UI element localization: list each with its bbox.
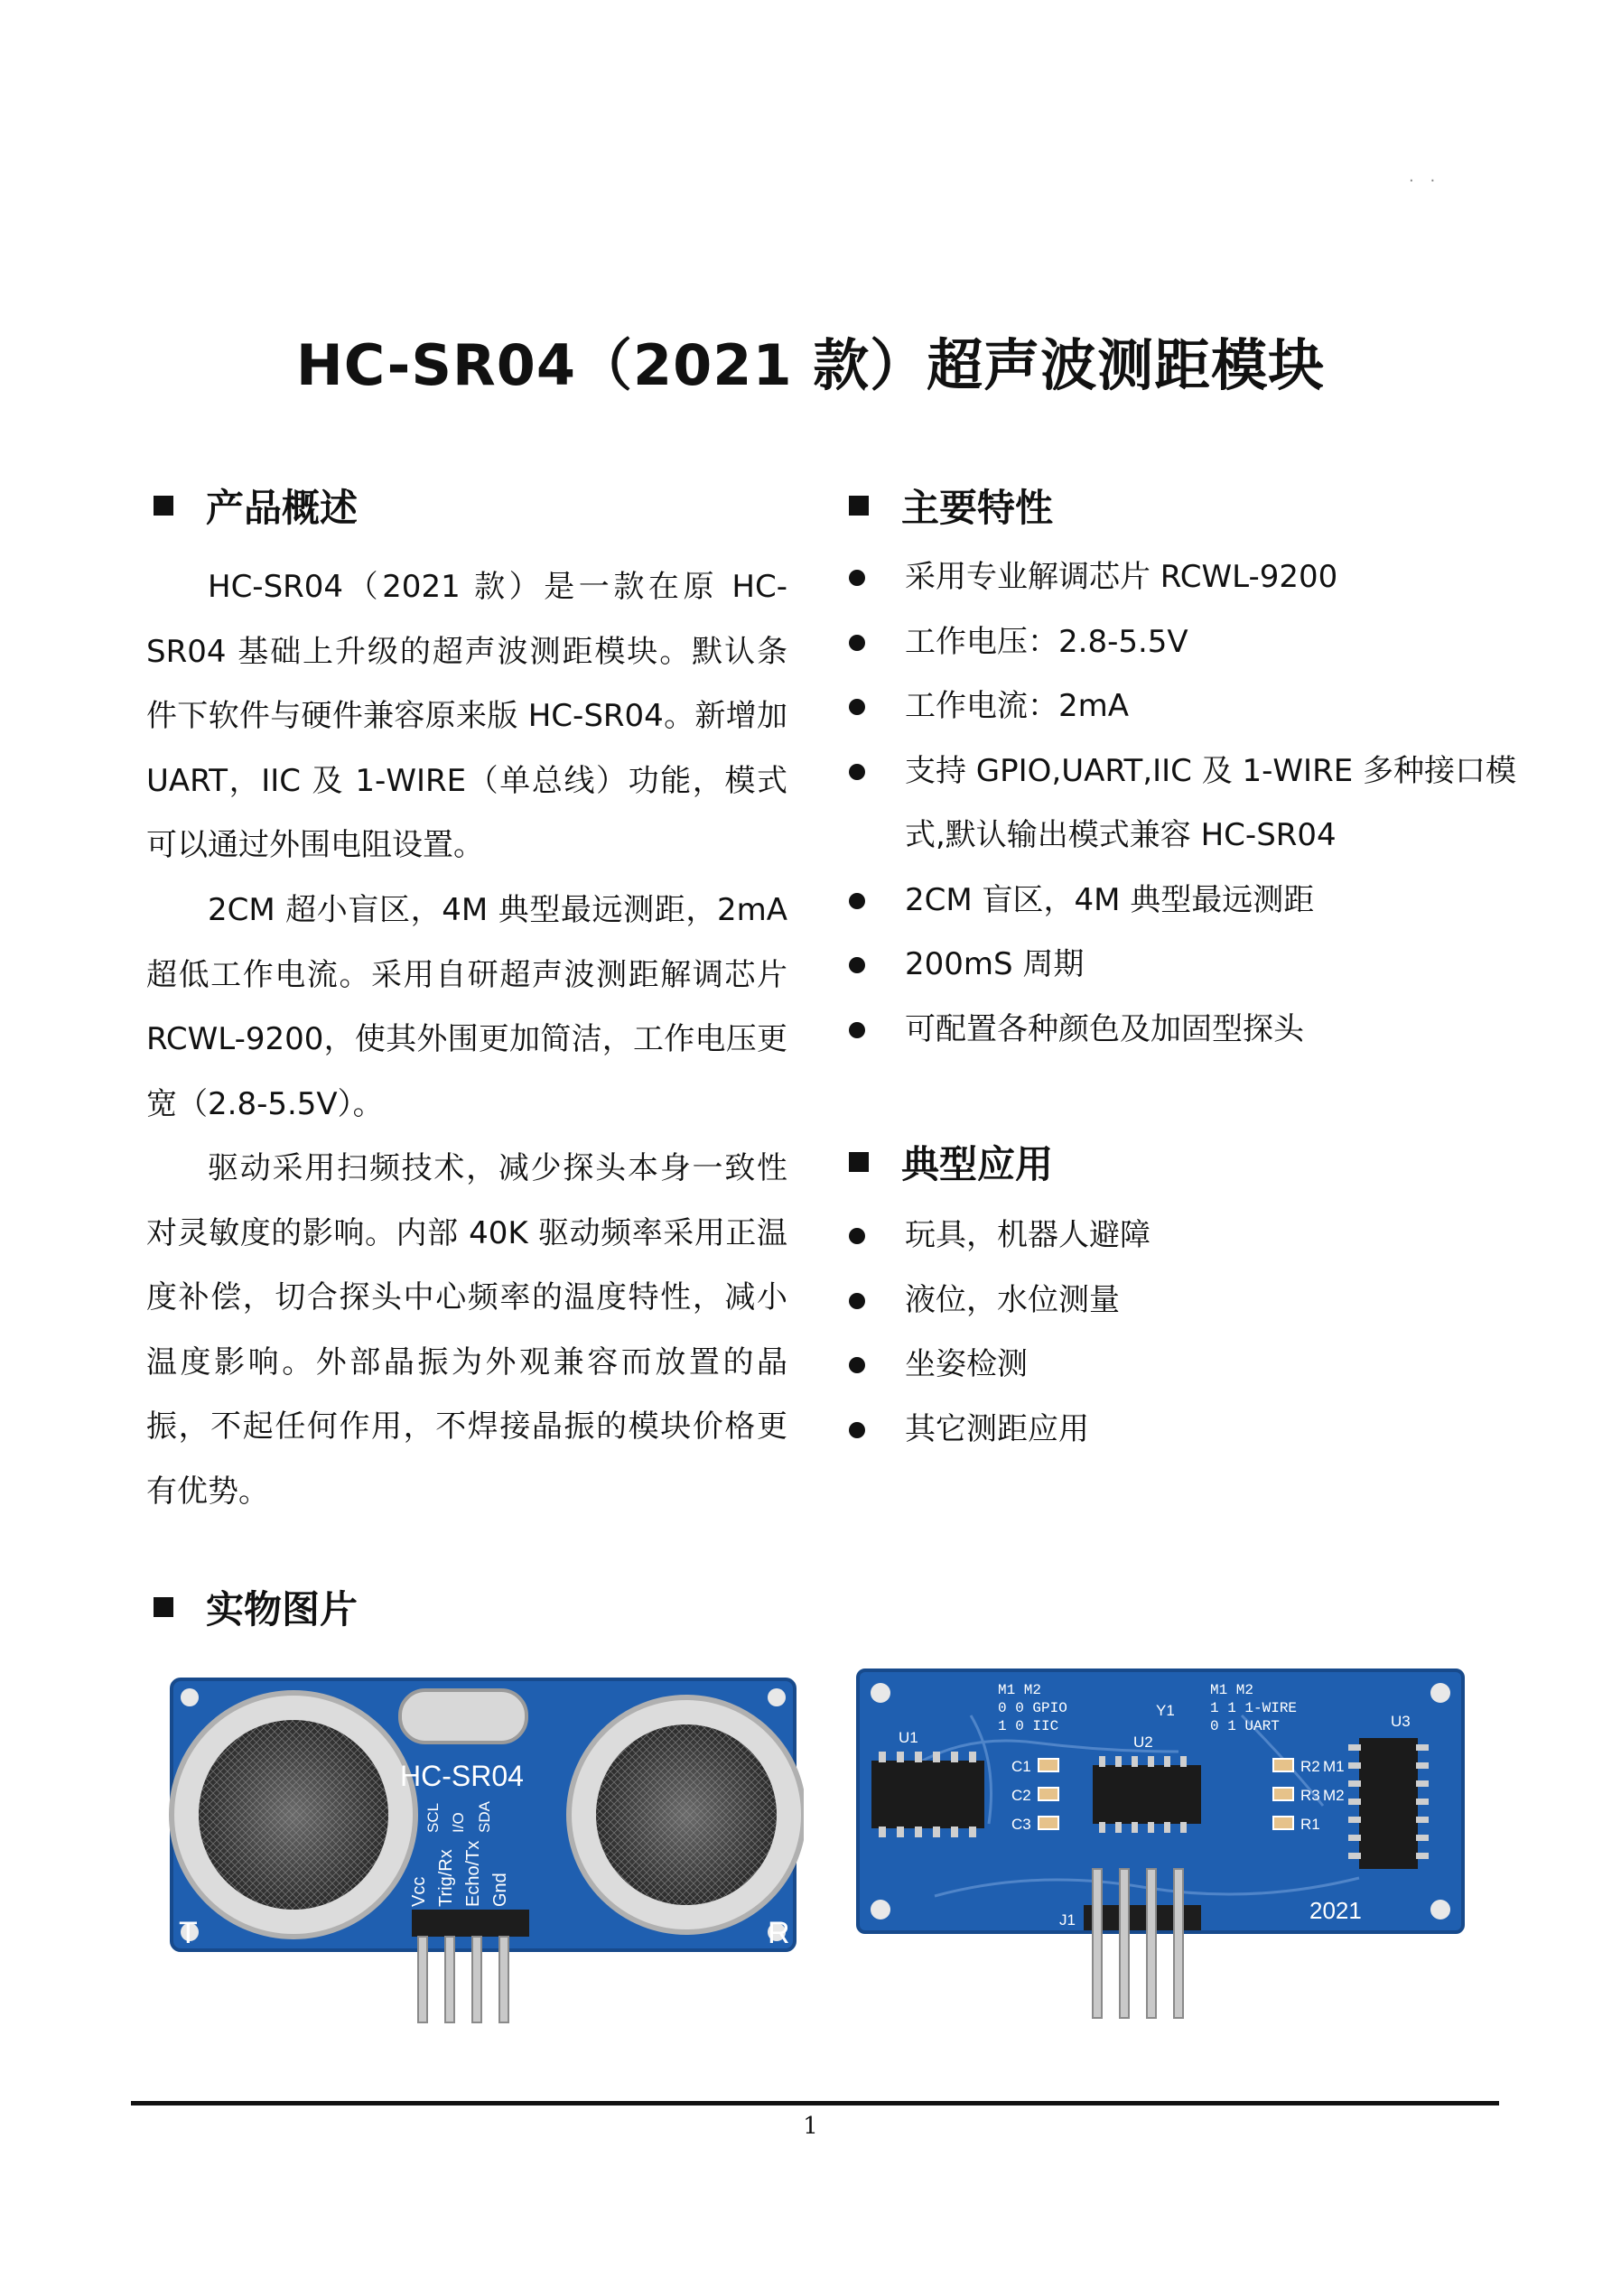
list-item: 玩具，机器人避障 [849, 1204, 1535, 1269]
applications-list [849, 1204, 1535, 1462]
mode-right-line-1: M1 M2 [1210, 1682, 1254, 1698]
label-y1: Y1 [1156, 1702, 1175, 1719]
bullet-dot-icon [849, 570, 865, 586]
label-u2: U2 [1133, 1734, 1153, 1751]
bullet-dot-icon [849, 1357, 865, 1373]
list-item: 支持 GPIO,UART,IIC 及 1-WIRE 多种接口模式,默认输出模式兼容 HC-SR04 [849, 739, 1535, 869]
corner-mark: . . [1409, 167, 1441, 186]
bullet-dot-icon [849, 1422, 865, 1438]
label-u1: U1 [899, 1729, 918, 1746]
mode-right-line-3: 0 1 UART [1210, 1718, 1280, 1734]
transducer-r [569, 1697, 804, 1932]
bullet-dot-icon [849, 1228, 865, 1244]
transducer-t-label: T [179, 1916, 198, 1950]
module-front-photo [163, 1670, 804, 2040]
list-item: 可配置各种颜色及加固型探头 [849, 998, 1535, 1063]
label-r3: R3 [1300, 1787, 1320, 1804]
label-c1: C1 [1011, 1758, 1031, 1775]
list-item: 工作电流：2mA [849, 674, 1535, 739]
square-bullet-icon [154, 496, 173, 516]
pin-alt-io: I/O [450, 1812, 467, 1833]
list-item: 采用专业解调芯片 RCWL-9200 [849, 545, 1535, 610]
features-heading [849, 479, 1053, 533]
mode-left-line-2: 0 0 GPIO [998, 1700, 1067, 1716]
square-bullet-icon [849, 1152, 869, 1172]
bullet-dot-icon [849, 1293, 865, 1309]
footer-rule [131, 2101, 1499, 2105]
label-u3: U3 [1391, 1713, 1411, 1730]
label-r2: R2 [1300, 1758, 1320, 1775]
overview-paragraph-3: 驱动采用扫频技术，减少探头本身一致性对灵敏度的影响。内部 40K 驱动频率采用正温度补偿，切合探头中心频率的温度特性，减小温度影响。外部晶振为外观兼容而放置的晶振，不起任何作用，不焊接晶振的模块价格更有优势。 [146, 1150, 787, 1510]
list-item: 其它测距应用 [849, 1398, 1535, 1463]
list-item: 工作电压：2.8-5.5V [849, 610, 1535, 675]
pin-alt-scl: SCL [424, 1802, 442, 1833]
transducer-r-label: R [768, 1916, 790, 1950]
list-item: 液位，水位测量 [849, 1269, 1535, 1334]
overview-heading-text: 产品概述 [206, 486, 359, 530]
bullet-dot-icon [849, 1022, 865, 1038]
features-heading-text: 主要特性 [901, 486, 1054, 530]
crystal-oscillator [400, 1690, 526, 1743]
pin-label-gnd: Gnd [490, 1873, 510, 1907]
chip-u1 [871, 1752, 984, 1837]
features-list [849, 545, 1535, 1062]
label-r1: R1 [1300, 1816, 1320, 1833]
list-item: 坐姿检测 [849, 1333, 1535, 1398]
page-number: 1 [803, 2113, 818, 2140]
chip-u3 [1348, 1738, 1429, 1869]
module-back-photo [853, 1661, 1467, 2022]
label-m1: M1 [1323, 1758, 1345, 1775]
label-c2: C2 [1011, 1787, 1031, 1804]
overview-paragraph-1: HC-SR04（2021 款）是一款在原 HC-SR04 基础上升级的超声波测距模块。默认条件下软件与硬件兼容原来版 HC-SR04。新增加 UART，IIC 及 1-WIRE（单总线）功能，模式可以通过外围电阻设置。 [146, 569, 787, 863]
photos-heading [154, 1580, 358, 1634]
label-m2: M2 [1323, 1787, 1345, 1804]
photos-heading-text: 实物图片 [206, 1587, 359, 1631]
pin-label-vcc: Vcc [409, 1876, 429, 1907]
label-c3: C3 [1011, 1816, 1031, 1833]
applications-heading [849, 1135, 1053, 1189]
document-title: HC-SR04（2021 款）超声波测距模块 [295, 332, 1326, 398]
header-pins [412, 1910, 529, 2022]
label-j1: J1 [1059, 1911, 1076, 1929]
mode-left-line-1: M1 M2 [998, 1682, 1042, 1698]
pin-alt-sda: SDA [476, 1801, 493, 1833]
bullet-dot-icon [849, 699, 865, 715]
bullet-dot-icon [849, 893, 865, 909]
bullet-dot-icon [849, 957, 865, 973]
overview-heading [154, 479, 358, 533]
mode-left-line-3: 1 0 IIC [998, 1718, 1059, 1734]
bullet-dot-icon [849, 635, 865, 651]
pin-label-echo: Echo/Tx [463, 1840, 483, 1907]
square-bullet-icon [154, 1597, 173, 1617]
mode-right-line-2: 1 1 1-WIRE [1210, 1700, 1298, 1716]
applications-heading-text: 典型应用 [901, 1142, 1054, 1186]
overview-paragraph-2: 2CM 超小盲区，4M 典型最远测距，2mA 超低工作电流。采用自研超声波测距解调芯片 RCWL-9200，使其外围更加简洁，工作电压更宽（2.8-5.5V）。 [146, 892, 787, 1122]
pin-label-trig: Trig/Rx [436, 1849, 456, 1907]
board-label: HC-SR04 [400, 1760, 524, 1792]
bullet-dot-icon [849, 764, 865, 780]
list-item: 200mS 周期 [849, 933, 1535, 998]
list-item: 2CM 盲区，4M 典型最远测距 [849, 869, 1535, 934]
transducer-t [172, 1693, 415, 1937]
board-year: 2021 [1309, 1897, 1362, 1924]
square-bullet-icon [849, 496, 869, 516]
chip-u2 [1093, 1756, 1201, 1833]
